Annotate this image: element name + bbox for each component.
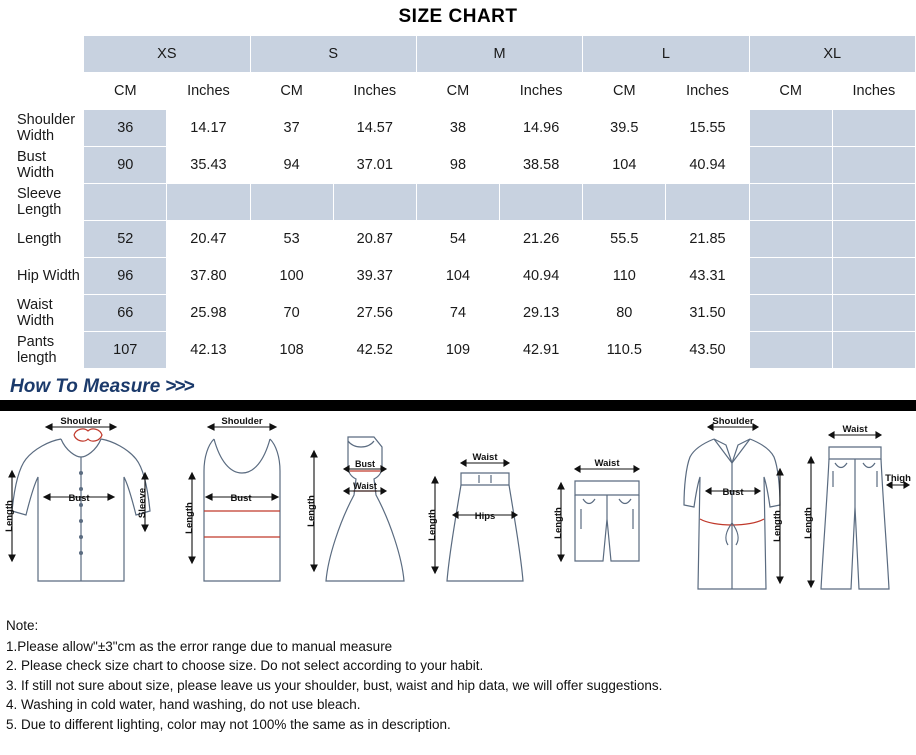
illustration-shorts — [547, 411, 667, 606]
table-row — [1, 295, 916, 332]
cell: 70 — [250, 295, 333, 332]
label-length: Length — [306, 495, 317, 527]
cell: 14.96 — [500, 110, 583, 147]
cell: 53 — [250, 221, 333, 258]
how-to-measure-text: How To Measure — [10, 376, 161, 397]
illustrations-row — [0, 411, 916, 606]
cell: 21.26 — [500, 221, 583, 258]
illustration-flare-dress — [304, 411, 422, 606]
note-item: 3. If still not sure about size, please leave us your shoulder, bust, waist and hip data, we will offer suggestions. — [6, 677, 663, 693]
cell — [832, 332, 915, 369]
illustration-blouse — [4, 411, 179, 606]
cell: 27.56 — [333, 295, 416, 332]
cell: 107 — [84, 332, 167, 369]
cell — [749, 221, 832, 258]
table-row — [1, 184, 916, 221]
label-waist: Waist — [842, 424, 868, 435]
how-to-measure-label — [0, 373, 193, 400]
label-bust: Bust — [229, 493, 252, 504]
cell — [832, 184, 915, 221]
cell: 37.80 — [167, 258, 250, 295]
label-length: Length — [553, 507, 564, 539]
unit-header-row — [1, 73, 916, 110]
unit-xl-in: Inches — [832, 73, 915, 110]
label-waist: Waist — [472, 452, 497, 463]
cell: 96 — [84, 258, 167, 295]
label-shoulder: Shoulder — [60, 416, 102, 427]
how-to-measure-banner — [0, 373, 916, 411]
label-length: Length — [771, 510, 783, 542]
label-length: Length — [4, 500, 15, 532]
corner-cell — [1, 36, 84, 73]
table-row — [1, 221, 916, 258]
cell — [749, 147, 832, 184]
note-item: 2. Please check size chart to choose size. Do not select according to your habit. — [6, 658, 484, 673]
cell: 55.5 — [583, 221, 666, 258]
label-thigh: Thigh — [885, 473, 911, 484]
cell: 39.37 — [333, 258, 416, 295]
size-header-m: M — [416, 36, 582, 73]
cell — [167, 184, 250, 221]
label-hips: Hips — [474, 511, 495, 522]
cell: 14.57 — [333, 110, 416, 147]
cell — [749, 258, 832, 295]
table-row — [1, 258, 916, 295]
cell — [583, 184, 666, 221]
cell — [832, 110, 915, 147]
illustration-long-coat — [670, 411, 795, 606]
row-label: Length — [1, 221, 84, 258]
cell: 42.91 — [500, 332, 583, 369]
unit-xl-cm: CM — [749, 73, 832, 110]
cell: 36 — [84, 110, 167, 147]
label-bust: Bust — [68, 493, 90, 504]
cell — [832, 147, 915, 184]
note-item: 4. Washing in cold water, hand washing, do not use bleach. — [6, 697, 361, 712]
cell — [749, 184, 832, 221]
size-header-s: S — [250, 36, 416, 73]
cell: 94 — [250, 147, 333, 184]
label-bust: Bust — [721, 487, 744, 498]
illustration-skirt — [425, 411, 545, 606]
cell: 25.98 — [167, 295, 250, 332]
cell — [832, 258, 915, 295]
cell: 38.58 — [500, 147, 583, 184]
cell: 42.52 — [333, 332, 416, 369]
row-label: Sleeve Length — [1, 184, 84, 221]
size-chart-table — [0, 35, 916, 369]
label-length: Length — [183, 502, 195, 534]
unit-s-in: Inches — [333, 73, 416, 110]
cell: 98 — [416, 147, 499, 184]
unit-l-in: Inches — [666, 73, 749, 110]
cell — [749, 332, 832, 369]
notes-heading: Note: — [6, 618, 39, 633]
cell: 31.50 — [666, 295, 749, 332]
label-shoulder: Shoulder — [711, 416, 754, 427]
cell: 43.31 — [666, 258, 749, 295]
label-waist: Waist — [594, 458, 620, 469]
size-header-l: L — [583, 36, 749, 73]
label-waist: Waist — [353, 481, 377, 491]
label-bust: Bust — [355, 459, 375, 469]
size-header-xl: XL — [749, 36, 915, 73]
cell: 108 — [250, 332, 333, 369]
label-shoulder: Shoulder — [220, 416, 263, 427]
size-header-xs: XS — [84, 36, 250, 73]
note-item: 1.Please allow"±3"cm as the error range due to manual measure — [6, 638, 393, 654]
cell: 104 — [583, 147, 666, 184]
table-row — [1, 110, 916, 147]
unit-m-cm: CM — [416, 73, 499, 110]
cell — [416, 184, 499, 221]
cell: 21.85 — [666, 221, 749, 258]
row-label: Pants length — [1, 332, 84, 369]
cell: 35.43 — [167, 147, 250, 184]
cell: 29.13 — [500, 295, 583, 332]
table-row — [1, 147, 916, 184]
cell: 100 — [250, 258, 333, 295]
cell — [666, 184, 749, 221]
cell: 52 — [84, 221, 167, 258]
cell: 110.5 — [583, 332, 666, 369]
cell: 39.5 — [583, 110, 666, 147]
cell: 90 — [84, 147, 167, 184]
row-label: Waist Width — [1, 295, 84, 332]
unit-xs-cm: CM — [84, 73, 167, 110]
cell — [333, 184, 416, 221]
page-title: SIZE CHART — [398, 6, 518, 27]
cell — [832, 295, 915, 332]
cell — [749, 295, 832, 332]
cell: 43.50 — [666, 332, 749, 369]
cell: 15.55 — [666, 110, 749, 147]
table-row — [1, 332, 916, 369]
cell — [84, 184, 167, 221]
unit-s-cm: CM — [250, 73, 333, 110]
cell: 14.17 — [167, 110, 250, 147]
banner-strip — [0, 400, 916, 411]
cell: 104 — [416, 258, 499, 295]
cell: 20.47 — [167, 221, 250, 258]
cell: 110 — [583, 258, 666, 295]
illustration-trousers — [797, 411, 912, 606]
cell: 109 — [416, 332, 499, 369]
cell — [250, 184, 333, 221]
note-item: 5. Due to different lighting, color may not 100% the same as in description. — [6, 716, 451, 732]
cell: 37.01 — [333, 147, 416, 184]
label-length: Length — [803, 507, 814, 539]
unit-xs-in: Inches — [167, 73, 250, 110]
cell: 80 — [583, 295, 666, 332]
cell: 37 — [250, 110, 333, 147]
cell: 38 — [416, 110, 499, 147]
cell — [500, 184, 583, 221]
cell: 40.94 — [500, 258, 583, 295]
unit-m-in: Inches — [500, 73, 583, 110]
cell: 74 — [416, 295, 499, 332]
arrows-icon: >>> — [165, 376, 193, 397]
notes-section — [0, 606, 916, 734]
cell: 54 — [416, 221, 499, 258]
cell — [749, 110, 832, 147]
size-header-row — [1, 36, 916, 73]
row-label: Hip Width — [1, 258, 84, 295]
cell: 40.94 — [666, 147, 749, 184]
cell: 66 — [84, 295, 167, 332]
row-label: Bust Width — [1, 147, 84, 184]
label-length: Length — [426, 509, 438, 541]
cell: 42.13 — [167, 332, 250, 369]
row-label: Shoulder Width — [1, 110, 84, 147]
illustration-tank-top — [182, 411, 302, 606]
cell — [832, 221, 915, 258]
unit-row-label — [1, 73, 84, 110]
label-sleeve: Sleeve — [137, 487, 148, 519]
cell: 20.87 — [333, 221, 416, 258]
unit-l-cm: CM — [583, 73, 666, 110]
size-chart-body — [1, 36, 916, 369]
